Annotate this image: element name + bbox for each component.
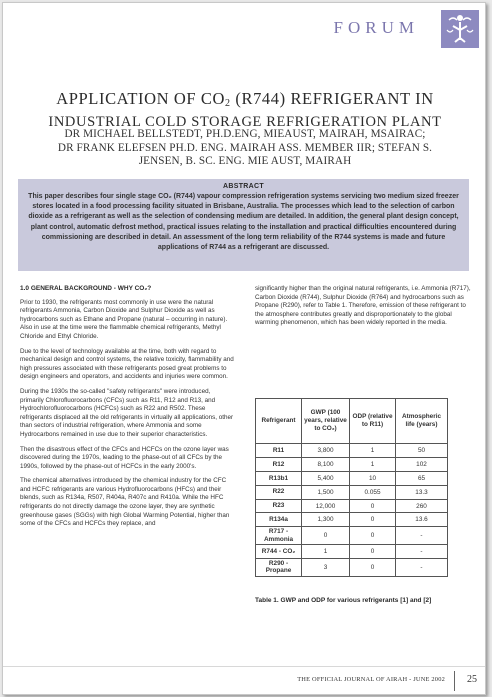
author-line-2: DR FRANK ELEFSEN PH.D. ENG. MAIRAH ASS. MEMBER IIR; STEFAN S. — [57, 141, 433, 154]
table-caption: Table 1. GWP and ODP for various refrigerants [1] and [2] — [255, 597, 432, 604]
paragraph: Then the disastrous effect of the CFCs and HCFCs on the ozone layer was discovered during the 1970s, leading to the phase-out of all CFCs by the 1990s, followed by the phase-out of HCFCs in the early 2000's. — [20, 445, 229, 470]
abstract-box — [18, 179, 469, 271]
table-row — [256, 545, 448, 559]
table-cell: 3,800 — [302, 444, 350, 458]
table-header-cell: GWP (100 years, relative to CO₂) — [302, 399, 350, 444]
author-line-3: JENSEN, B. SC. ENG. MIE AUST, MAIRAH — [138, 155, 352, 168]
table-cell: 1 — [302, 545, 350, 559]
table-cell: 0.055 — [350, 485, 396, 499]
table-cell: 3 — [302, 559, 350, 577]
paragraph: Prior to 1930, the refrigerants most commonly in use were the natural refrigerants Ammonia, Carbon Dioxide and Sulphur Dioxide as well as hydrocarbons such as Ethane and Propane (natural – occurring in nature). Also in use at the time were the flammable chemical refrigerants, Methyl Chloride and Ethyl Chloride. — [20, 298, 228, 340]
table-row — [256, 485, 448, 499]
table-row — [256, 513, 448, 527]
table-cell: R23 — [256, 499, 302, 513]
table-cell: R717 - Ammonia — [256, 527, 302, 545]
paragraph: During the 1930s the so-called "safety refrigerants" were introduced, primarily Chlorofluorocarbons (CFCs) such as R11, R12 and R13, and Hydrochlorofluorocarbons (HCFCs) such as R22 and R502. These refrigerants displaced all the old refrigerants in virtually all applications, other than sectors of industrial refrigeration, where Ammonia and some Hydrocarbons remained in use due to their superior characteristics. — [20, 387, 234, 438]
abstract-heading: ABSTRACT — [223, 183, 264, 190]
table-cell: 260 — [396, 499, 448, 513]
table-cell: R22 — [256, 485, 302, 499]
table-cell: - — [396, 527, 448, 545]
table-row — [256, 444, 448, 458]
journal-page — [2, 2, 486, 695]
table-cell: 0 — [350, 527, 396, 545]
table-cell: 65 — [396, 471, 448, 485]
page-number: 25 — [467, 674, 477, 685]
table-cell: 13.6 — [396, 513, 448, 527]
table-cell: 5,400 — [302, 471, 350, 485]
table-cell: 8,100 — [302, 457, 350, 471]
table-cell: 12,000 — [302, 499, 350, 513]
table-row — [256, 559, 448, 577]
right-column — [255, 285, 473, 334]
table-cell: R11 — [256, 444, 302, 458]
paragraph: significantly higher than the original natural refrigerants, i.e. Ammonia (R717), Carbon Dioxide (R744), Sulphur Dioxide (R764) and hydrocarbons such as Propane (R290), refer to Table 1. Therefore, emission of these refrigerant to the atmosphere contributes greatly and disproportionately to the global warming phenomenon, which has been widely reported in the media. — [255, 285, 471, 327]
table-header-row — [256, 399, 448, 444]
table-header-cell: ODP (relative to R11) — [350, 399, 396, 444]
abstract-text: This paper describes four single stage CO₂ (R744) vapour compression refrigeration systems servicing two medium sized freezer stores located in a food processing facility situated in Brisbane, Australia. The processes which lead to the selection of carbon dioxide as a refrigerant as well as the selection of condensing medium are detailed. In addition, the general plant design concept, plant control, automatic defrost method, practical issues relating to the installation and practical difficulties encountered during commissioning are described in detail. An assessment of the long term reliability of the R744 systems is made and future applications of R744 as a refrigerant are discussed. — [28, 193, 459, 252]
title-line-1: APPLICATION OF $CO_2$ (R744) REFRIGERANT IN — [56, 89, 434, 109]
table-cell: R290 - Propane — [256, 559, 302, 577]
author-line-1: DR MICHAEL BELLSTEDT, PH.D.ENG, MIEAUST, MAIRAH, MSAIRAC; — [64, 128, 426, 140]
paragraph: The chemical alternatives introduced by the chemical industry for the CFC and HCFC refrigerants are various Hydrofluorocarbons (HFCs) and their blends, such as R134a, R507, R404a, R407c and R410a. While the HFC refrigerants do not directly damage the ozone layer, they are synthetic greenhouse gases (SGGs) with high Global Warming Potential, higher than some of the CFCs and HCFCs they replace, and — [20, 477, 230, 528]
page-footer — [3, 666, 486, 695]
table-header-cell: Refrigerant — [256, 399, 302, 444]
table-cell: 0 — [350, 545, 396, 559]
table-cell: R744 - CO₂ — [256, 545, 302, 559]
table-header-cell: Atmospheric life (years) — [396, 399, 448, 444]
article-title — [23, 89, 467, 132]
table-cell: 13.3 — [396, 485, 448, 499]
author-list — [17, 128, 473, 169]
forum-label: FORUM — [333, 18, 419, 37]
table-row — [256, 457, 448, 471]
table-cell: R12 — [256, 457, 302, 471]
left-column — [20, 285, 235, 535]
table-cell: 1 — [350, 444, 396, 458]
forum-header — [3, 7, 486, 47]
table-cell: 0 — [302, 527, 350, 545]
section-heading: 1.0 GENERAL BACKGROUND - WHY CO₂? — [20, 285, 152, 292]
table-cell: 1,300 — [302, 513, 350, 527]
refrigerant-table — [255, 398, 448, 577]
table-cell: 50 — [396, 444, 448, 458]
table-cell: 0 — [350, 559, 396, 577]
title-line-2: INDUSTRIAL COLD STORAGE REFRIGERATION PLANT — [48, 114, 442, 130]
table-cell: 1,500 — [302, 485, 350, 499]
footer-divider — [454, 671, 455, 691]
table-cell: 0 — [350, 499, 396, 513]
table-cell: - — [396, 545, 448, 559]
journal-name: THE OFFICIAL JOURNAL OF AIRAH - JUNE 2002 — [297, 676, 445, 683]
table-cell: - — [396, 559, 448, 577]
table-cell: 0 — [350, 513, 396, 527]
table-cell: 10 — [350, 471, 396, 485]
table-row — [256, 471, 448, 485]
airah-logo-icon — [441, 10, 479, 48]
table-cell: R134a — [256, 513, 302, 527]
table-cell: 1 — [350, 457, 396, 471]
table-row — [256, 499, 448, 513]
table-cell: R13b1 — [256, 471, 302, 485]
table-cell: 102 — [396, 457, 448, 471]
paragraph: Due to the level of technology available at the time, both with regard to mechanical design and control systems, the relative toxicity, flammability and high pressures associated with these refrigerants posed great problems to design engineers and operators, and accidents and injuries were common. — [20, 347, 234, 381]
table-row — [256, 527, 448, 545]
